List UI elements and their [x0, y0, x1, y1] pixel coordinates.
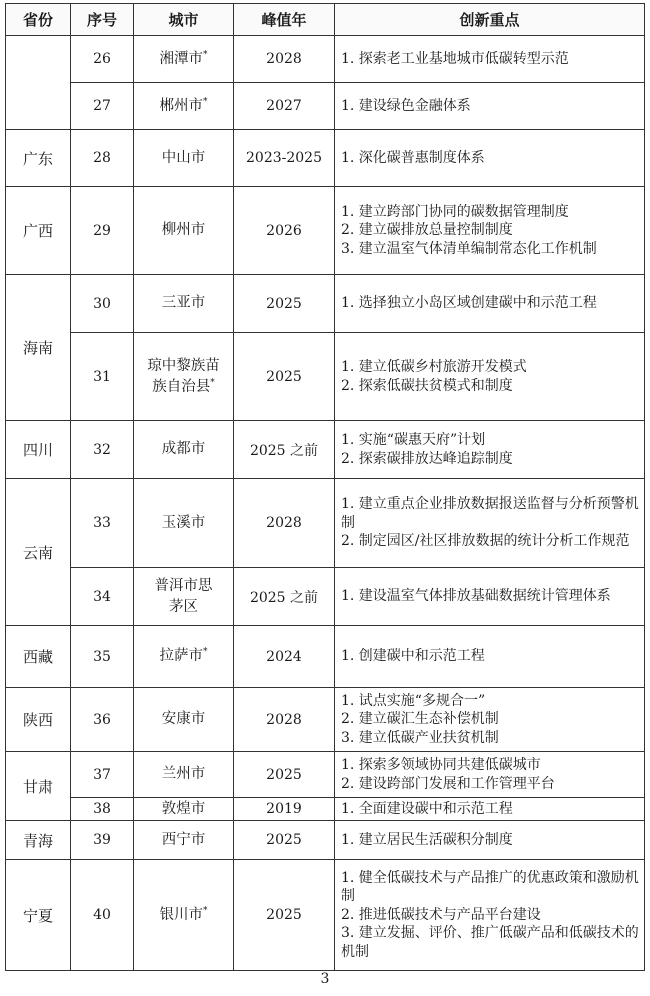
table-row — [6, 626, 645, 688]
table-row — [6, 752, 645, 798]
row-number: 35 — [71, 626, 134, 688]
point: 1. 探索老工业基地城市低碳转型示范 — [341, 50, 569, 67]
table-row — [6, 821, 645, 860]
row-number: 29 — [71, 187, 134, 275]
table-row — [6, 83, 645, 130]
point: 1. 建设绿色金融体系 — [341, 97, 471, 114]
city-mark: * — [210, 377, 215, 388]
province-cell — [6, 36, 71, 130]
city-name: 西宁市 — [161, 831, 206, 848]
city-name: 安康市 — [161, 711, 206, 727]
province-cell: 青海 — [6, 821, 71, 860]
peak-year: 2019 — [234, 798, 335, 821]
header-peak-year: 峰值年 — [234, 4, 335, 36]
city-name: 成都市 — [161, 441, 206, 457]
city-name: 玉溪市 — [161, 514, 206, 531]
peak-year: 2025 之前 — [234, 421, 335, 479]
point: 1. 创建碳中和示范工程 — [341, 648, 485, 665]
city-name: 三亚市 — [161, 295, 206, 311]
key-points — [335, 752, 645, 798]
city-cell — [134, 688, 234, 752]
table-row — [6, 333, 645, 421]
key-points — [335, 626, 645, 688]
point: 1. 选择独立小岛区域创建碳中和示范工程 — [341, 295, 597, 312]
peak-year: 2025 — [234, 821, 335, 860]
cities-table — [5, 3, 645, 971]
city-cell — [134, 421, 234, 479]
city-name: 普洱市思茅区 — [154, 577, 213, 615]
row-number: 31 — [71, 333, 134, 421]
row-number: 33 — [71, 479, 134, 568]
peak-year: 2025 — [234, 333, 335, 421]
city-name: 琼中黎族苗族自治县 — [147, 357, 220, 395]
point: 2. 建设跨部门发展和工作管理平台 — [341, 775, 555, 792]
key-points — [335, 860, 645, 971]
point: 1. 建立低碳乡村旅游开发模式 — [341, 359, 527, 375]
peak-year: 2028 — [234, 479, 335, 568]
peak-year: 2024 — [234, 626, 335, 688]
key-points — [335, 421, 645, 479]
city-cell — [134, 860, 234, 971]
row-number: 28 — [71, 130, 134, 187]
key-points — [335, 568, 645, 626]
province-cell: 西藏 — [6, 626, 71, 688]
province-cell: 广西 — [6, 187, 71, 275]
table-row — [6, 479, 645, 568]
key-points — [335, 333, 645, 421]
point: 2. 探索低碳扶贫模式和制度 — [341, 377, 513, 394]
peak-year: 2025 — [234, 860, 335, 971]
table-row — [6, 568, 645, 626]
city-cell — [134, 36, 234, 83]
row-number: 30 — [71, 275, 134, 333]
city-cell — [134, 752, 234, 798]
row-number: 40 — [71, 860, 134, 971]
table-row — [6, 798, 645, 821]
point: 1. 建设温室气体排放基础数据统计管理体系 — [341, 588, 611, 605]
city-cell — [134, 333, 234, 421]
city-cell — [134, 187, 234, 275]
peak-year: 2025 — [234, 275, 335, 333]
key-points — [335, 798, 645, 821]
city-name: 湘潭市 — [159, 50, 203, 67]
city-cell — [134, 275, 234, 333]
point: 3. 建立发掘、评价、推广低碳产品和低碳技术的机制 — [341, 925, 639, 960]
table-row — [6, 275, 645, 333]
city-mark: * — [203, 96, 208, 107]
row-number: 36 — [71, 688, 134, 752]
point: 1. 建立居民生活碳积分制度 — [341, 831, 513, 848]
province-cell: 云南 — [6, 479, 71, 626]
key-points — [335, 275, 645, 333]
point: 1. 健全低碳技术与产品推广的优惠政策和激励机制 — [341, 869, 639, 905]
peak-year: 2025 — [234, 752, 335, 798]
table-row — [6, 860, 645, 971]
peak-year: 2026 — [234, 187, 335, 275]
city-cell — [134, 798, 234, 821]
point: 2. 探索碳排放达峰追踪制度 — [341, 450, 513, 467]
point: 2. 制定园区/社区排放数据的统计分析工作规范 — [341, 533, 630, 550]
city-name: 中山市 — [161, 149, 206, 166]
city-cell — [134, 626, 234, 688]
province-cell: 海南 — [6, 275, 71, 421]
point: 1. 探索多领域协同共建低碳城市 — [341, 757, 541, 773]
key-points — [335, 83, 645, 130]
peak-year: 2027 — [234, 83, 335, 130]
province-cell: 陕西 — [6, 688, 71, 752]
row-number: 34 — [71, 568, 134, 626]
table-header-row — [6, 4, 645, 36]
province-cell: 宁夏 — [6, 860, 71, 971]
point: 2. 建立碳汇生态补偿机制 — [341, 711, 499, 728]
city-name: 郴州市 — [159, 97, 203, 114]
point: 2. 建立碳排放总量控制制度 — [341, 222, 513, 239]
city-mark: * — [203, 49, 208, 60]
city-mark: * — [203, 647, 208, 658]
point: 1. 建立重点企业排放数据报送监督与分析预警机制 — [341, 496, 639, 531]
city-name: 银川市 — [159, 906, 203, 923]
row-number: 39 — [71, 821, 134, 860]
province-cell: 甘肃 — [6, 752, 71, 821]
table-row — [6, 688, 645, 752]
page-number: 3 — [320, 971, 330, 987]
point: 1. 全面建设碳中和示范工程 — [341, 800, 513, 817]
table-row — [6, 130, 645, 187]
city-cell — [134, 821, 234, 860]
point: 1. 深化碳普惠制度体系 — [341, 149, 485, 166]
point: 3. 建立低碳产业扶贫机制 — [341, 729, 499, 746]
city-name: 柳州市 — [161, 222, 206, 238]
point: 2. 推进低碳技术与产品平台建设 — [341, 906, 541, 923]
point: 1. 试点实施“多规合一” — [341, 692, 486, 709]
point: 1. 建立跨部门协同的碳数据管理制度 — [341, 203, 569, 220]
city-cell — [134, 568, 234, 626]
row-number: 32 — [71, 421, 134, 479]
peak-year: 2028 — [234, 36, 335, 83]
point: 1. 实施“碳惠天府”计划 — [341, 432, 486, 448]
key-points — [335, 479, 645, 568]
row-number: 37 — [71, 752, 134, 798]
city-name: 拉萨市 — [159, 648, 203, 664]
key-points — [335, 187, 645, 275]
table-row — [6, 421, 645, 479]
row-number: 27 — [71, 83, 134, 130]
header-province: 省份 — [6, 4, 71, 36]
key-points — [335, 36, 645, 83]
city-name: 敦煌市 — [161, 800, 206, 817]
peak-year: 2028 — [234, 688, 335, 752]
city-cell — [134, 83, 234, 130]
point: 3. 建立温室气体清单编制常态化工作机制 — [341, 240, 597, 257]
row-number: 38 — [71, 798, 134, 821]
key-points — [335, 688, 645, 752]
header-key-innovation: 创新重点 — [335, 4, 645, 36]
city-name: 兰州市 — [161, 766, 206, 782]
row-number: 26 — [71, 36, 134, 83]
province-cell: 广东 — [6, 130, 71, 187]
peak-year: 2023-2025 — [234, 130, 335, 187]
key-points — [335, 130, 645, 187]
key-points — [335, 821, 645, 860]
header-number: 序号 — [71, 4, 134, 36]
city-cell — [134, 130, 234, 187]
table-row — [6, 36, 645, 83]
city-mark: * — [203, 905, 208, 916]
city-cell — [134, 479, 234, 568]
header-city: 城市 — [134, 4, 234, 36]
table-row — [6, 187, 645, 275]
province-cell: 四川 — [6, 421, 71, 479]
peak-year: 2025 之前 — [234, 568, 335, 626]
